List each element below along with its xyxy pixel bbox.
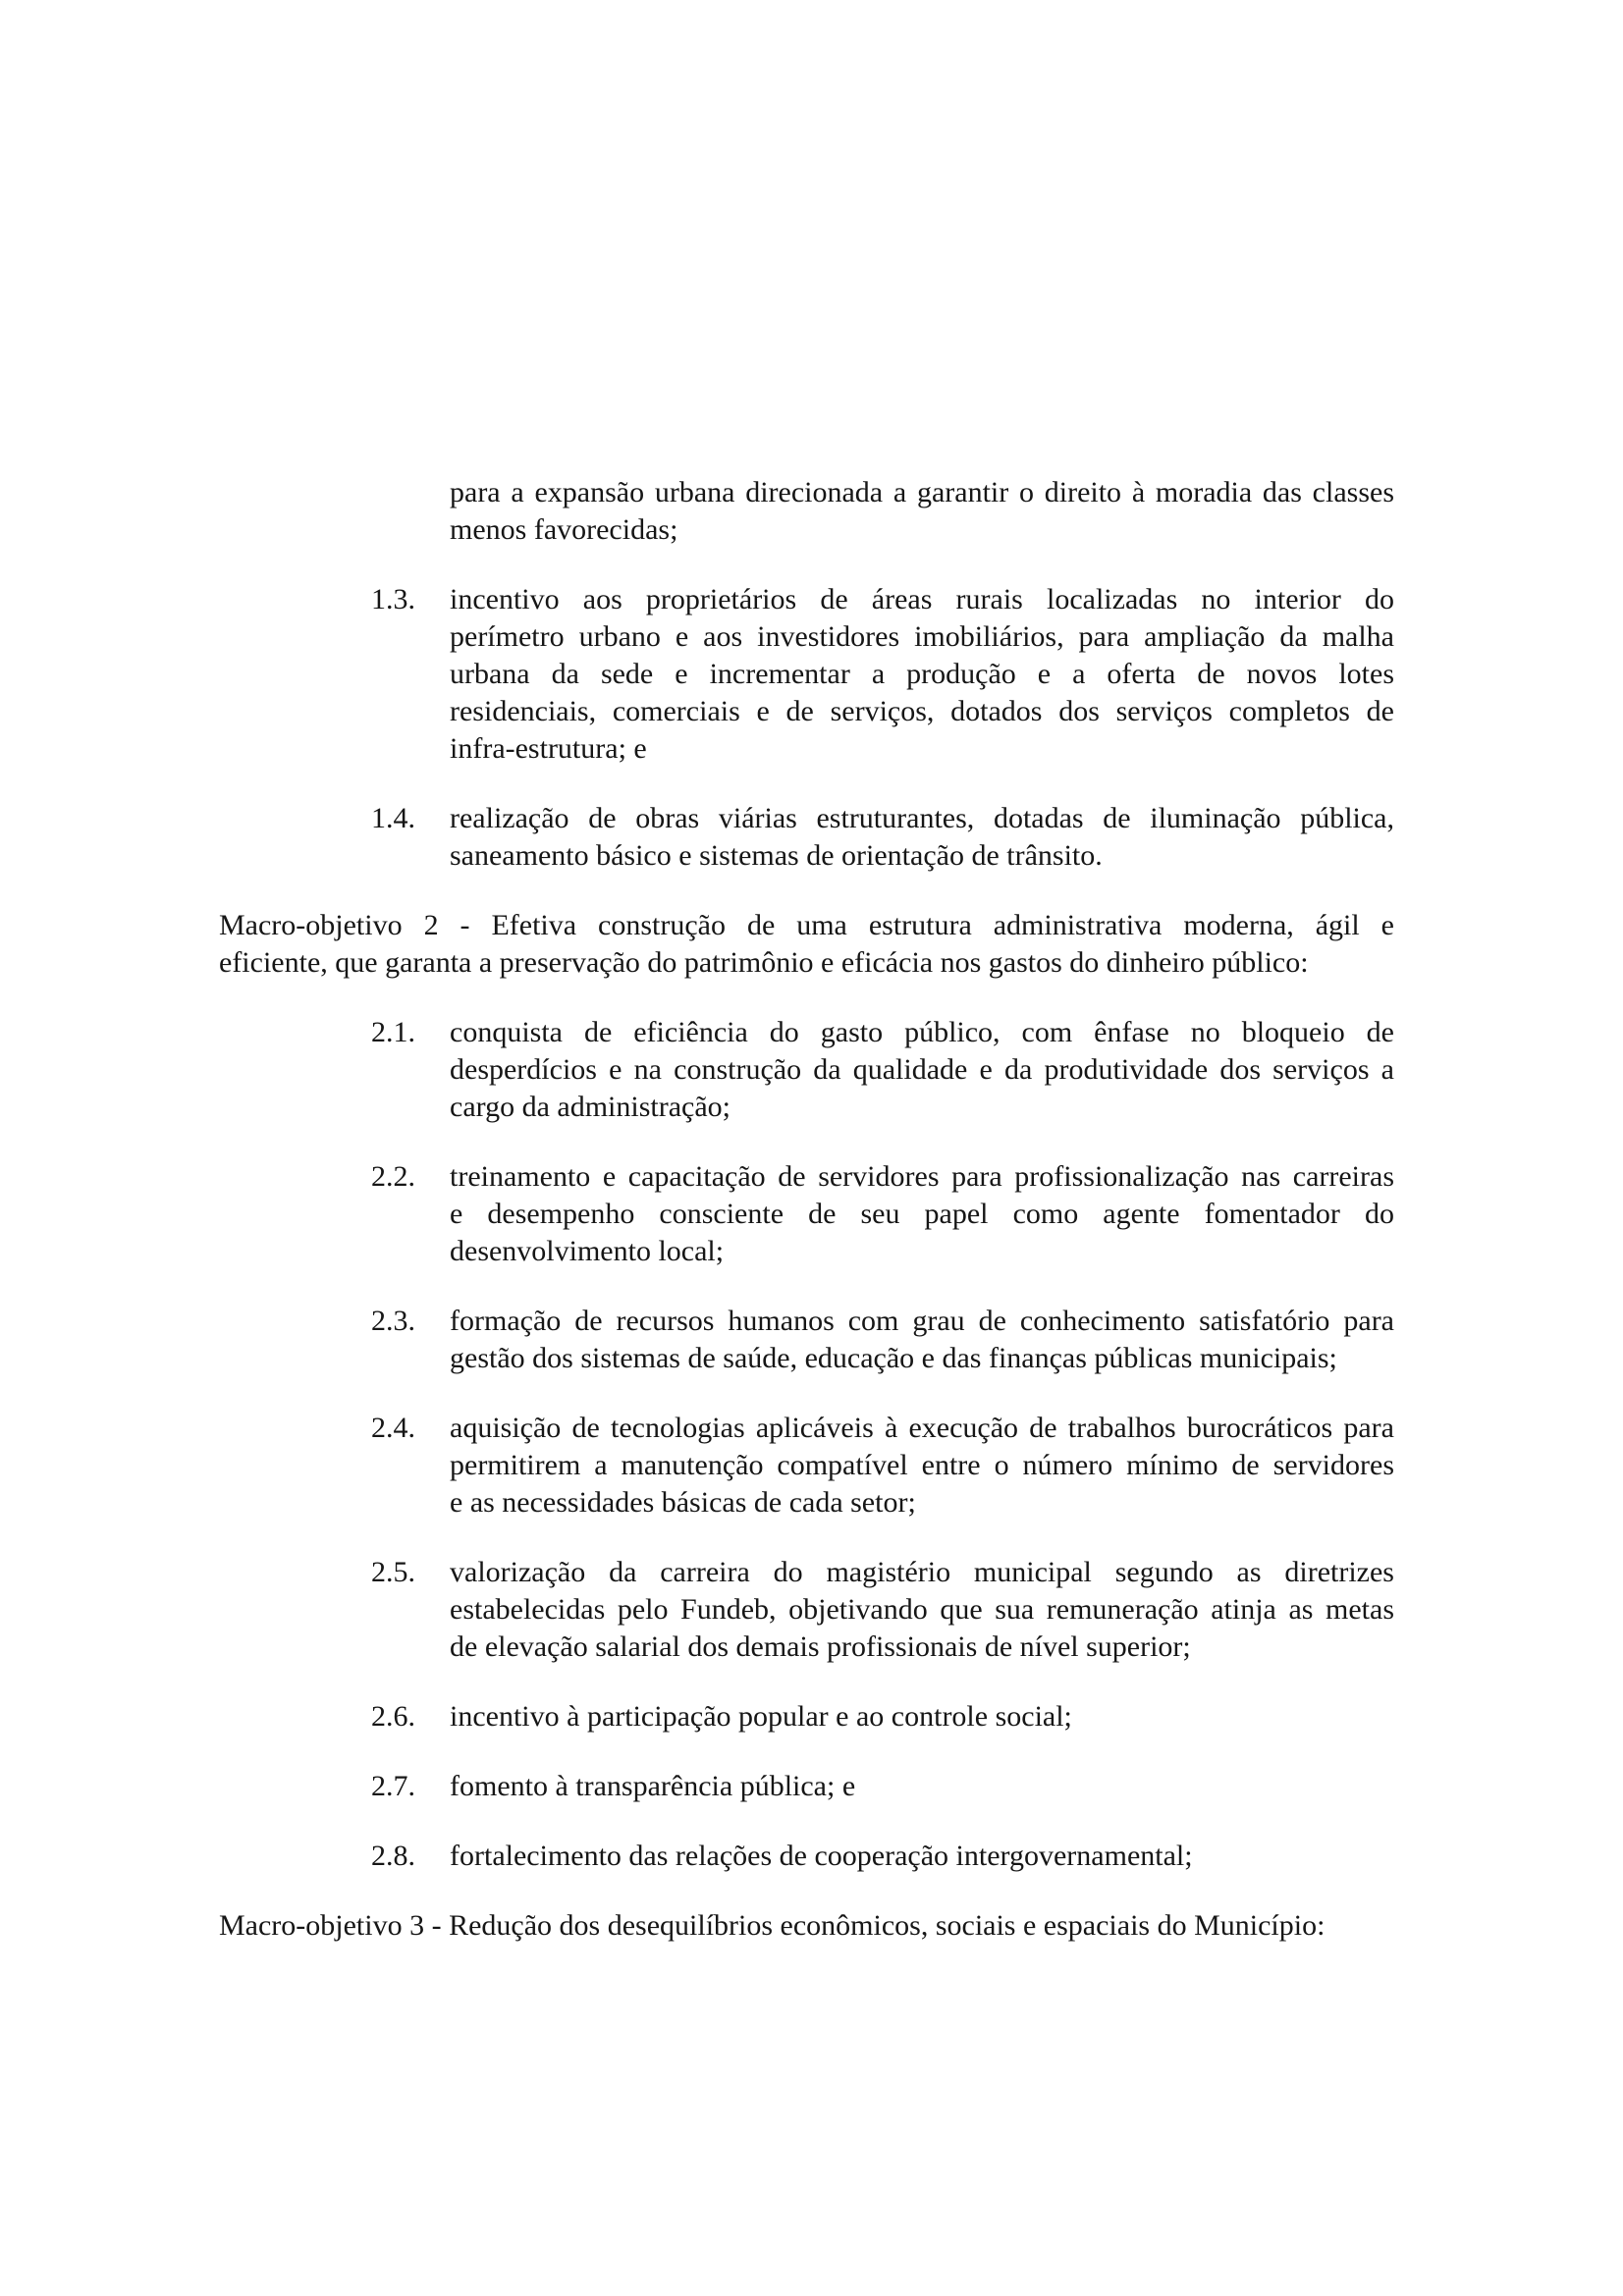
list-item-number: 2.4. <box>371 1412 415 1444</box>
text-line: Macro-objetivo 3 - Redução dos desequilíbrios econômicos, sociais e espaciais do Município: <box>219 1909 1325 1942</box>
list-item-text <box>450 581 1394 768</box>
text-line: realização de obras viárias estruturantes, dotadas de iluminação pública, <box>450 802 1394 834</box>
text-line: saneamento básico e sistemas de orientação de trânsito. <box>450 839 1103 872</box>
text-line: menos favorecidas; <box>450 513 678 546</box>
text-line: Macro-objetivo 2 - Efetiva construção de uma estrutura administrativa moderna, ágil e <box>219 909 1394 941</box>
text-line: para a expansão urbana direcionada a garantir o direito à moradia das classes <box>450 476 1394 508</box>
text-line: treinamento e capacitação de servidores para profissionalização nas carreiras <box>450 1160 1394 1193</box>
numbered-list-item <box>219 1014 1394 1126</box>
list-item-number: 2.2. <box>371 1160 415 1193</box>
numbered-list-item <box>219 1410 1394 1522</box>
text-line: aquisição de tecnologias aplicáveis à execução de trabalhos burocráticos para <box>450 1412 1394 1444</box>
list-item-number: 2.3. <box>371 1305 415 1337</box>
list-item-number: 2.5. <box>371 1556 415 1588</box>
list-item-number: 2.7. <box>371 1770 415 1802</box>
list-item-number: 1.4. <box>371 802 415 834</box>
text-line: incentivo aos proprietários de áreas rurais localizadas no interior do <box>450 583 1394 615</box>
text-line: incentivo à participação popular e ao controle social; <box>450 1700 1072 1733</box>
list-item-text <box>450 1554 1394 1666</box>
text-line: permitirem a manutenção compatível entre o número mínimo de servidores <box>450 1449 1394 1481</box>
numbered-list-item <box>219 800 1394 875</box>
list-item-text <box>450 1158 1394 1270</box>
list-item-number: 1.3. <box>371 583 415 615</box>
numbered-list-item <box>219 1838 1394 1875</box>
text-line: fomento à transparência pública; e <box>450 1770 856 1802</box>
list-item-text <box>450 1768 1394 1805</box>
text-line: eficiente, que garanta a preservação do patrimônio e eficácia nos gastos do dinheiro público: <box>219 946 1309 979</box>
list-item-number: 2.6. <box>371 1700 415 1733</box>
text-line: residenciais, comerciais e de serviços, dotados dos serviços completos de <box>450 695 1394 727</box>
text-line: fortalecimento das relações de cooperação intergovernamental; <box>450 1840 1193 1872</box>
text-line: e as necessidades básicas de cada setor; <box>450 1486 916 1519</box>
numbered-list-item <box>219 1554 1394 1666</box>
text-line: gestão dos sistemas de saúde, educação e das finanças públicas municipais; <box>450 1342 1337 1374</box>
text-line: desperdícios e na construção da qualidade e da produtividade dos serviços a <box>450 1053 1394 1086</box>
text-line: de elevação salarial dos demais profissionais de nível superior; <box>450 1630 1191 1663</box>
list-item-number: 2.1. <box>371 1016 415 1048</box>
text-line: infra-estrutura; e <box>450 732 647 765</box>
text-line: desenvolvimento local; <box>450 1235 725 1267</box>
numbered-list-item <box>219 581 1394 768</box>
text-line: valorização da carreira do magistério municipal segundo as diretrizes <box>450 1556 1394 1588</box>
text-line: conquista de eficiência do gasto público, com ênfase no bloqueio de <box>450 1016 1394 1048</box>
list-item-text <box>450 1698 1394 1735</box>
list-item-text <box>450 1410 1394 1522</box>
macro-objective-heading <box>219 1907 1394 1945</box>
numbered-list-item <box>219 1698 1394 1735</box>
numbered-list-item <box>219 1768 1394 1805</box>
list-item-text <box>450 1838 1394 1875</box>
text-line: e desempenho consciente de seu papel como agente fomentador do <box>450 1198 1394 1230</box>
list-item-text <box>450 1303 1394 1377</box>
list-item-number: 2.8. <box>371 1840 415 1872</box>
text-line: perímetro urbano e aos investidores imobiliários, para ampliação da malha <box>450 620 1394 653</box>
text-line: formação de recursos humanos com grau de conhecimento satisfatório para <box>450 1305 1394 1337</box>
list-item-text <box>450 800 1394 875</box>
text-line: urbana da sede e incrementar a produção e a oferta de novos lotes <box>450 658 1394 690</box>
text-line: estabelecidas pelo Fundeb, objetivando que sua remuneração atinja as metas <box>450 1593 1394 1626</box>
list-item-text <box>450 1014 1394 1126</box>
numbered-list-item <box>219 1158 1394 1270</box>
numbered-list-item <box>219 1303 1394 1377</box>
paragraph-continuation <box>450 474 1394 549</box>
macro-objective-heading <box>219 907 1394 982</box>
text-line: cargo da administração; <box>450 1091 730 1123</box>
document-content <box>219 474 1394 1977</box>
